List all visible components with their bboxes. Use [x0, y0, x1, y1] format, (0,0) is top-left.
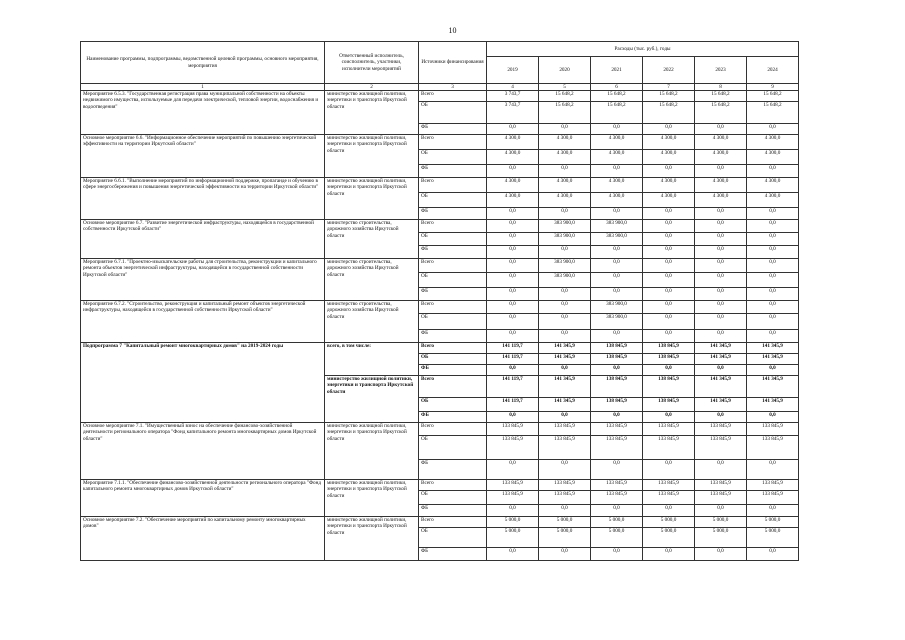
- header-source: Источники финансирования: [419, 42, 487, 84]
- expense-value: 0,0: [747, 259, 799, 273]
- expense-value: 133 845,9: [695, 491, 747, 505]
- expense-value: 0,0: [539, 548, 591, 561]
- responsible-executor: министерство строительства, дорожного хозяйства Иркутской области: [325, 301, 419, 343]
- expense-value: 0,0: [487, 246, 539, 259]
- funding-source: ФБ: [419, 365, 487, 376]
- expense-value: 0,0: [591, 365, 643, 376]
- expense-value: 0,0: [591, 460, 643, 480]
- expense-value: 133 845,9: [643, 436, 695, 460]
- expense-value: 133 845,9: [643, 491, 695, 505]
- expense-value: 0,0: [539, 165, 591, 178]
- expense-value: 0,0: [487, 548, 539, 561]
- funding-source: ФБ: [419, 124, 487, 135]
- expense-value: 0,0: [487, 365, 539, 376]
- activity-name: Основное мероприятие 6.7. "Развитие энергетической инфраструктуры, находящейся в государственной собственности Иркутской области": [81, 220, 325, 259]
- expense-value: 138 845,9: [591, 343, 643, 354]
- activity-name: Основное мероприятие 7.1. "Имущественный взнос на обеспечение финансово-хозяйственной деятельности регионального оператора "Фонд капитального ремонта многоквартирных домов Иркутской области": [81, 423, 325, 480]
- expense-value: 15 648,2: [747, 91, 799, 102]
- expense-value: 4 300,0: [487, 150, 539, 165]
- expense-value: 0,0: [747, 220, 799, 233]
- expense-value: 0,0: [487, 165, 539, 178]
- expense-value: 133 845,9: [747, 491, 799, 505]
- expense-value: 0,0: [747, 301, 799, 314]
- expense-value: 133 845,9: [487, 480, 539, 491]
- expense-value: 4 300,0: [487, 193, 539, 208]
- expense-value: 0,0: [695, 124, 747, 135]
- expense-value: 383 900,0: [591, 220, 643, 233]
- expense-value: 3 743,7: [487, 91, 539, 102]
- expense-value: 0,0: [591, 288, 643, 301]
- expense-value: 138 845,9: [643, 354, 695, 365]
- expense-value: 0,0: [591, 259, 643, 273]
- funding-source: ОБ: [419, 193, 487, 208]
- expense-value: 5 000,0: [643, 528, 695, 548]
- expense-value: 141 345,9: [695, 376, 747, 398]
- expense-value: 5 000,0: [487, 528, 539, 548]
- header-year: 2022: [643, 57, 695, 84]
- expense-value: 15 648,2: [539, 91, 591, 102]
- expense-value: 15 648,2: [695, 102, 747, 124]
- expense-value: 0,0: [487, 220, 539, 233]
- responsible-executor: министерство жилищной политики, энергетики и транспорта Иркутской области: [325, 135, 419, 178]
- index-cell: 5: [539, 84, 591, 91]
- expense-value: 5 000,0: [695, 517, 747, 528]
- funding-source: ОБ: [419, 150, 487, 165]
- responsible-executor: министерство жилищной политики, энергетики и транспорта Иркутской области: [325, 91, 419, 135]
- expense-value: 4 300,0: [539, 150, 591, 165]
- expense-value: 0,0: [591, 412, 643, 423]
- funding-source: ФБ: [419, 330, 487, 343]
- expense-value: 0,0: [539, 288, 591, 301]
- expense-value: 141 345,9: [539, 354, 591, 365]
- expense-value: 4 300,0: [539, 178, 591, 193]
- expense-value: 383 900,0: [539, 233, 591, 246]
- responsible-executor: министерство жилищной политики, энергетики и транспорта Иркутской области: [325, 423, 419, 480]
- expense-value: 5 000,0: [643, 517, 695, 528]
- expense-value: 0,0: [643, 288, 695, 301]
- index-cell: 9: [747, 84, 799, 91]
- table-row: [81, 343, 799, 354]
- expense-value: 133 845,9: [747, 436, 799, 460]
- expense-value: 0,0: [747, 233, 799, 246]
- expense-value: 0,0: [643, 412, 695, 423]
- expense-value: 4 300,0: [695, 150, 747, 165]
- funding-source: ОБ: [419, 398, 487, 412]
- table-row: [81, 423, 799, 436]
- expense-value: 133 845,9: [591, 423, 643, 436]
- expense-value: 0,0: [747, 330, 799, 343]
- expense-value: 5 000,0: [591, 528, 643, 548]
- expense-value: 0,0: [539, 505, 591, 517]
- expense-value: 0,0: [643, 314, 695, 330]
- expense-value: 133 845,9: [643, 423, 695, 436]
- funding-source: ФБ: [419, 288, 487, 301]
- expense-value: 383 900,0: [591, 233, 643, 246]
- expense-value: 0,0: [487, 124, 539, 135]
- expense-value: 0,0: [747, 273, 799, 288]
- table-row: [81, 135, 799, 150]
- expense-value: 4 300,0: [747, 193, 799, 208]
- table-row: [81, 301, 799, 314]
- expense-value: 0,0: [643, 273, 695, 288]
- funding-source: Всего: [419, 220, 487, 233]
- index-cell: 8: [695, 84, 747, 91]
- expense-value: 383 900,0: [539, 273, 591, 288]
- expense-value: 4 300,0: [747, 178, 799, 193]
- expense-value: 0,0: [487, 233, 539, 246]
- expense-value: 4 300,0: [539, 193, 591, 208]
- activity-name: Основное мероприятие 6.6. "Информационное обеспечение мероприятий по повышению энергетической эффективности на территории Иркутской области": [81, 135, 325, 178]
- header-year: 2020: [539, 57, 591, 84]
- expense-value: 4 300,0: [643, 150, 695, 165]
- header-year: 2019: [487, 57, 539, 84]
- expense-value: 0,0: [487, 314, 539, 330]
- expense-value: 0,0: [643, 233, 695, 246]
- expense-value: 133 845,9: [591, 491, 643, 505]
- activity-name: Мероприятие 6.7.1. "Проектно-изыскательские работы для строительства, реконструкции и капитального ремонта объектов энергетической инфраструктуры, находящейся в государственной собственности Иркутской области": [81, 259, 325, 301]
- expense-value: 4 300,0: [591, 178, 643, 193]
- expense-value: 5 000,0: [747, 517, 799, 528]
- expense-value: 4 300,0: [487, 178, 539, 193]
- expense-value: 141 345,9: [539, 343, 591, 354]
- expense-value: 0,0: [695, 246, 747, 259]
- expense-value: 0,0: [747, 548, 799, 561]
- funding-source: Всего: [419, 178, 487, 193]
- funding-source: ОБ: [419, 491, 487, 505]
- expense-value: 133 845,9: [747, 480, 799, 491]
- expense-value: 141 345,9: [539, 398, 591, 412]
- expense-value: 0,0: [487, 288, 539, 301]
- expense-value: 133 845,9: [487, 423, 539, 436]
- expense-value: 0,0: [539, 246, 591, 259]
- expense-value: 4 300,0: [591, 150, 643, 165]
- expense-value: 383 900,0: [591, 314, 643, 330]
- expense-value: 133 845,9: [695, 436, 747, 460]
- expense-value: 141 345,9: [747, 376, 799, 398]
- expense-value: 15 648,2: [643, 91, 695, 102]
- expense-value: 4 300,0: [591, 135, 643, 150]
- expense-value: 3 743,7: [487, 102, 539, 124]
- funding-source: ОБ: [419, 233, 487, 246]
- funding-source: Всего: [419, 517, 487, 528]
- expense-value: 138 845,9: [591, 376, 643, 398]
- activity-name: Мероприятие 6.5.3. "Государственная регистрация права муниципальной собственности на объекты недвижимого имущества, используемые для передачи электрической, тепловой энергии, водоснабжения и водоотведения": [81, 91, 325, 135]
- expense-value: 138 845,9: [643, 376, 695, 398]
- expense-value: 4 300,0: [539, 135, 591, 150]
- table-header: [81, 42, 799, 84]
- expense-value: 0,0: [643, 220, 695, 233]
- expense-value: 15 648,2: [591, 102, 643, 124]
- table-row: [81, 178, 799, 193]
- expense-value: 0,0: [643, 548, 695, 561]
- expense-value: 133 845,9: [695, 480, 747, 491]
- header-expenses: Расходы (тыс. руб.), годы: [487, 42, 799, 57]
- expense-value: 0,0: [539, 124, 591, 135]
- expense-value: 0,0: [539, 208, 591, 220]
- expense-value: 15 648,2: [591, 91, 643, 102]
- expense-value: 0,0: [747, 412, 799, 423]
- expense-value: 0,0: [695, 233, 747, 246]
- funding-source: Всего: [419, 480, 487, 491]
- expense-value: 0,0: [643, 124, 695, 135]
- expense-value: 0,0: [487, 412, 539, 423]
- expense-value: 0,0: [591, 505, 643, 517]
- expense-value: 0,0: [539, 460, 591, 480]
- expense-value: 141 119,7: [487, 343, 539, 354]
- expense-value: 0,0: [643, 259, 695, 273]
- expense-value: 0,0: [747, 288, 799, 301]
- expense-value: 15 648,2: [643, 102, 695, 124]
- expense-value: 0,0: [487, 460, 539, 480]
- responsible-executor: министерство жилищной политики, энергетики и транспорта Иркутской области: [325, 517, 419, 561]
- expense-value: 0,0: [695, 259, 747, 273]
- table-row: [81, 220, 799, 233]
- expense-value: 0,0: [695, 273, 747, 288]
- responsible-executor: министерство жилищной политики, энергетики и транспорта Иркутской области: [325, 376, 419, 423]
- index-cell: 7: [643, 84, 695, 91]
- funding-source: Всего: [419, 259, 487, 273]
- expense-value: 0,0: [695, 460, 747, 480]
- funding-source: ФБ: [419, 548, 487, 561]
- responsible-executor: министерство жилищной политики, энергетики и транспорта Иркутской области: [325, 178, 419, 220]
- header-responsible: Ответственный исполнитель, соисполнитель, участники, исполнители мероприятий: [325, 42, 419, 84]
- expense-value: 0,0: [643, 330, 695, 343]
- funding-source: Всего: [419, 91, 487, 102]
- expense-value: 138 845,9: [643, 398, 695, 412]
- expense-value: 133 845,9: [539, 436, 591, 460]
- page-number: 10: [448, 26, 457, 35]
- expense-value: 0,0: [487, 273, 539, 288]
- expense-value: 0,0: [747, 365, 799, 376]
- funding-source: ОБ: [419, 354, 487, 365]
- expense-value: 0,0: [747, 505, 799, 517]
- funding-source: ФБ: [419, 460, 487, 480]
- expense-value: 0,0: [695, 314, 747, 330]
- expense-value: 0,0: [695, 301, 747, 314]
- expense-value: 4 300,0: [695, 178, 747, 193]
- expense-value: 0,0: [487, 259, 539, 273]
- expense-value: 138 845,9: [591, 354, 643, 365]
- expense-value: 0,0: [747, 165, 799, 178]
- expense-value: 133 845,9: [591, 436, 643, 460]
- expense-value: 0,0: [747, 460, 799, 480]
- expense-value: 5 000,0: [591, 517, 643, 528]
- header-year: 2021: [591, 57, 643, 84]
- expense-value: 0,0: [487, 505, 539, 517]
- responsible-executor: министерство жилищной политики, энергетики и транспорта Иркутской области: [325, 480, 419, 517]
- budget-table: [80, 41, 799, 561]
- table-row: [81, 259, 799, 273]
- index-cell: 6: [591, 84, 643, 91]
- index-row: [81, 84, 799, 91]
- expense-value: 141 345,9: [747, 398, 799, 412]
- funding-source: ОБ: [419, 436, 487, 460]
- expense-value: 0,0: [747, 124, 799, 135]
- table-body: [81, 84, 799, 561]
- header-year: 2024: [747, 57, 799, 84]
- expense-value: 133 845,9: [487, 436, 539, 460]
- expense-value: 141 119,7: [487, 376, 539, 398]
- expense-value: 15 648,2: [747, 102, 799, 124]
- funding-source: Всего: [419, 301, 487, 314]
- expense-value: 133 845,9: [539, 423, 591, 436]
- activity-name: Подпрограмма 7 "Капитальный ремонт многоквартирных домов" на 2019-2024 годы: [81, 343, 325, 423]
- expense-value: 0,0: [695, 208, 747, 220]
- funding-source: ОБ: [419, 273, 487, 288]
- expense-value: 0,0: [591, 273, 643, 288]
- expense-value: 0,0: [591, 548, 643, 561]
- expense-value: 0,0: [643, 165, 695, 178]
- index-cell: 4: [487, 84, 539, 91]
- expense-value: 141 345,9: [695, 354, 747, 365]
- funding-source: ОБ: [419, 528, 487, 548]
- expense-value: 4 300,0: [747, 135, 799, 150]
- expense-value: 0,0: [539, 330, 591, 343]
- activity-name: Основное мероприятие 7.2. "Обеспечение мероприятий по капитальному ремонту многоквартирных домов": [81, 517, 325, 561]
- expense-value: 0,0: [487, 330, 539, 343]
- expense-value: 15 648,2: [695, 91, 747, 102]
- expense-value: 141 345,9: [539, 376, 591, 398]
- expense-value: 4 300,0: [747, 150, 799, 165]
- index-cell: 2: [325, 84, 419, 91]
- expense-value: 141 345,9: [747, 343, 799, 354]
- funding-source: ФБ: [419, 412, 487, 423]
- expense-value: 0,0: [695, 548, 747, 561]
- index-cell: 3: [419, 84, 487, 91]
- responsible-executor: министерство строительства, дорожного хозяйства Иркутской области: [325, 259, 419, 301]
- expense-value: 4 300,0: [643, 193, 695, 208]
- expense-value: 0,0: [643, 246, 695, 259]
- expense-value: 0,0: [695, 412, 747, 423]
- expense-value: 5 000,0: [747, 528, 799, 548]
- expense-value: 133 845,9: [747, 423, 799, 436]
- expense-value: 0,0: [591, 124, 643, 135]
- expense-value: 0,0: [747, 208, 799, 220]
- funding-source: ОБ: [419, 102, 487, 124]
- funding-source: Всего: [419, 376, 487, 398]
- expense-value: 5 000,0: [539, 517, 591, 528]
- expense-value: 138 845,9: [591, 398, 643, 412]
- expense-value: 141 345,9: [695, 398, 747, 412]
- expense-value: 138 845,9: [643, 343, 695, 354]
- expense-value: 0,0: [695, 505, 747, 517]
- header-name: Наименование программы, подпрограммы, ведомственной целевой программы, основного мероприятия, мероприятия: [81, 42, 325, 84]
- expense-value: 141 119,7: [487, 354, 539, 365]
- funding-source: Всего: [419, 343, 487, 354]
- expense-value: 383 900,0: [591, 301, 643, 314]
- expense-value: 0,0: [643, 365, 695, 376]
- table-row: [81, 517, 799, 528]
- expense-value: 141 119,7: [487, 398, 539, 412]
- expense-value: 0,0: [695, 365, 747, 376]
- funding-source: ФБ: [419, 505, 487, 517]
- funding-source: ФБ: [419, 246, 487, 259]
- expense-value: 383 900,0: [539, 259, 591, 273]
- expense-value: 4 300,0: [487, 135, 539, 150]
- expense-value: 4 300,0: [695, 135, 747, 150]
- expense-value: 0,0: [539, 301, 591, 314]
- expense-value: 133 845,9: [695, 423, 747, 436]
- funding-source: Всего: [419, 135, 487, 150]
- expense-value: 0,0: [747, 246, 799, 259]
- expense-value: 0,0: [747, 314, 799, 330]
- expense-value: 15 648,2: [539, 102, 591, 124]
- expense-value: 0,0: [695, 220, 747, 233]
- expense-value: 4 300,0: [695, 193, 747, 208]
- expense-value: 0,0: [591, 208, 643, 220]
- expense-value: 0,0: [487, 208, 539, 220]
- expense-value: 4 300,0: [643, 178, 695, 193]
- funding-source: Всего: [419, 423, 487, 436]
- index-cell: 1: [81, 84, 325, 91]
- expense-value: 5 000,0: [487, 517, 539, 528]
- expense-value: 0,0: [539, 412, 591, 423]
- responsible-executor: всего, в том числе:: [325, 343, 419, 376]
- expense-value: 0,0: [643, 208, 695, 220]
- expense-value: 133 845,9: [591, 480, 643, 491]
- expense-value: 4 300,0: [643, 135, 695, 150]
- expense-value: 5 000,0: [695, 528, 747, 548]
- expense-value: 383 900,0: [539, 220, 591, 233]
- responsible-executor: министерство строительства, дорожного хозяйства Иркутской области: [325, 220, 419, 259]
- expense-value: 0,0: [695, 288, 747, 301]
- expense-value: 0,0: [539, 314, 591, 330]
- expense-value: 141 345,9: [695, 343, 747, 354]
- table-row: [81, 91, 799, 102]
- funding-source: ОБ: [419, 314, 487, 330]
- funding-source: ФБ: [419, 208, 487, 220]
- expense-value: 133 845,9: [487, 491, 539, 505]
- activity-name: Мероприятие 6.6.1. "Выполнение мероприятий по информационной поддержке, пропаганде и обучению в сфере энергосбережения и повышения энергетической эффективности на территории Иркутской области": [81, 178, 325, 220]
- expense-value: 0,0: [591, 246, 643, 259]
- expense-value: 133 845,9: [643, 480, 695, 491]
- expense-value: 5 000,0: [539, 528, 591, 548]
- expense-value: 0,0: [539, 365, 591, 376]
- expense-value: 0,0: [487, 301, 539, 314]
- expense-value: 0,0: [643, 301, 695, 314]
- expense-value: 0,0: [643, 505, 695, 517]
- expense-value: 141 345,9: [747, 354, 799, 365]
- expense-value: 133 845,9: [539, 480, 591, 491]
- expense-value: 0,0: [643, 460, 695, 480]
- expense-value: 0,0: [591, 165, 643, 178]
- header-year: 2023: [695, 57, 747, 84]
- activity-name: Мероприятие 7.1.1. "Обеспечение финансово-хозяйственной деятельности регионального оператора "Фонд капитального ремонта многоквартирных домов Иркутской области": [81, 480, 325, 517]
- expense-value: 0,0: [695, 330, 747, 343]
- activity-name: Мероприятие 6.7.2. "Строительство, реконструкция и капитальный ремонт объектов энергетической инфраструктуры, находящейся в государственной собственности Иркутской области": [81, 301, 325, 343]
- funding-source: ФБ: [419, 165, 487, 178]
- expense-value: 0,0: [591, 330, 643, 343]
- expense-value: 4 300,0: [591, 193, 643, 208]
- expense-value: 0,0: [695, 165, 747, 178]
- expense-value: 133 845,9: [539, 491, 591, 505]
- table-row: [81, 480, 799, 491]
